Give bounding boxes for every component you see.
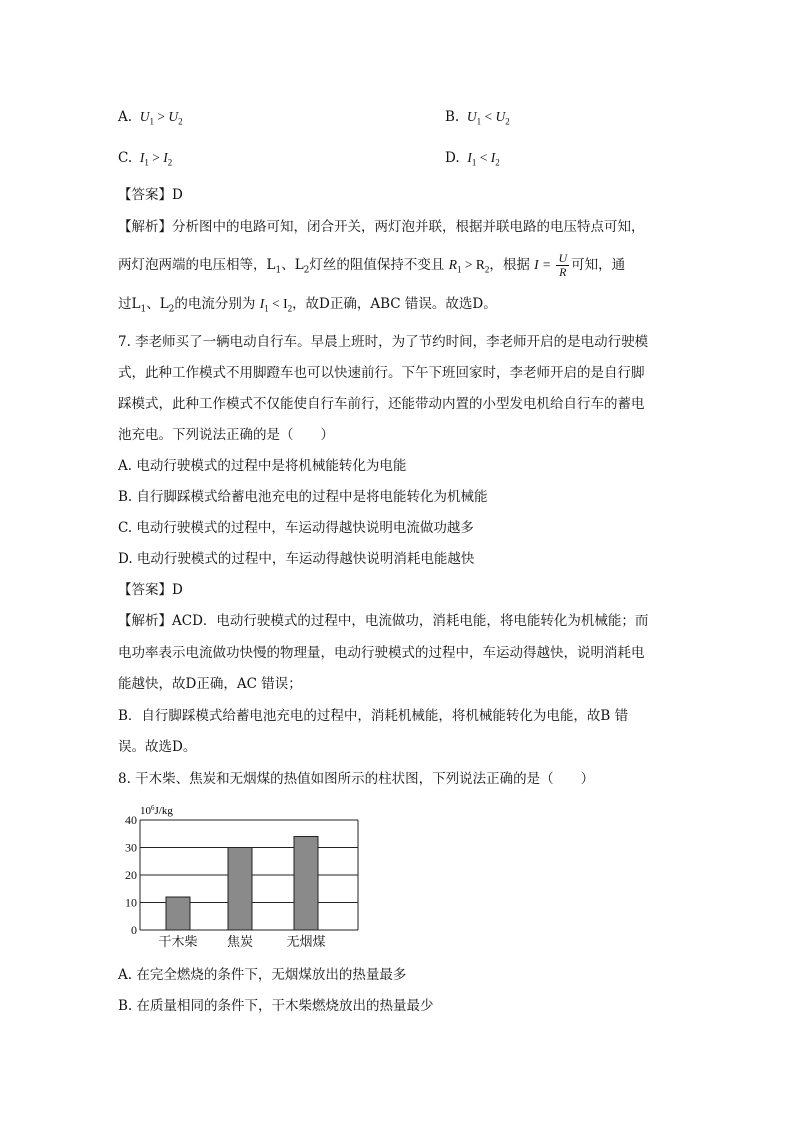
chart-ylabel: $10^6J/kg$: [140, 804, 173, 817]
chart-plot-area: [125, 813, 358, 949]
q7-option-a: A. 电动行驶模式的过程中是将机械能转化为电能: [118, 458, 407, 474]
analysis-q7-line3: 能越快，故D正确，AC 错误；: [118, 676, 302, 692]
analysis-q6-line1: 【解析】分析图中的电路可知，闭合开关，两灯泡并联，根据并联电路的电压特点可知，: [118, 219, 645, 235]
chart-category-label: 无烟煤: [286, 934, 326, 949]
option-d: [445, 149, 500, 172]
option-letter: B.: [445, 109, 460, 125]
chart-ytick-label: 20: [125, 868, 137, 882]
chart-category-label: 焦炭: [226, 934, 254, 949]
chart-ytick-label: 0: [131, 923, 137, 937]
option-b: [445, 108, 510, 131]
ohm-fraction: $\frac{U}{R}$: [558, 251, 568, 279]
analysis-q6-line2: 两灯泡两端的电压相等，$L_1$、$L_2$灯丝的阻值保持不变且 $R_1 > R_2$，根据 I = $\frac{U}{R}$ 可知，通: [118, 251, 626, 279]
chart-ytick-label: 30: [125, 840, 137, 855]
option-letter: C.: [118, 150, 133, 166]
option-formula: $I_1 > I_2$: [139, 150, 173, 168]
answer-q6: 【答案】D: [118, 187, 183, 203]
q7-stem-line1: 7. 李老师买了一辆电动自行车。早晨上班时，为了节约时间，李老师开启的是电动行驶模: [118, 334, 649, 350]
option-formula: $U_1 < U_2$: [466, 109, 510, 127]
analysis-q7-line1: 【解析】ACD．电动行驶模式的过程中，电流做功，消耗电能，将电能转化为机械能；而: [118, 613, 649, 629]
chart-category-label: 干木柴: [158, 934, 198, 949]
q7-stem-line2: 式，此种工作模式不用脚蹬车也可以快速前行。下午下班回家时，李老师开启的是自行脚: [118, 365, 645, 381]
answer-q7: 【答案】D: [118, 582, 183, 598]
option-letter: D.: [445, 150, 460, 166]
q8-option-b: B. 在质量相同的条件下，干木柴燃烧放出的热量最少: [118, 998, 434, 1014]
q7-option-d: D. 电动行驶模式的过程中，车运动得越快说明消耗电能越快: [118, 551, 475, 567]
q8-stem: 8. 干木柴、焦炭和无烟煤的热值如图所示的柱状图，下列说法正确的是（ ）: [118, 771, 595, 787]
heat-value-bar-chart: [118, 798, 368, 958]
q7-option-b: B. 自行脚踩模式给蓄电池充电的过程中是将电能转化为机械能: [118, 489, 488, 505]
chart-ytick-label: 40: [125, 813, 137, 827]
option-formula: $U_1 > U_2$: [139, 109, 183, 127]
analysis-q7-line4: B．自行脚踩模式给蓄电池充电的过程中，消耗机械能，将机械能转化为电能，故B 错: [118, 708, 629, 724]
option-letter: A.: [118, 109, 133, 125]
option-a: [118, 108, 183, 131]
analysis-q6-line3: 过$L_1$、$L_2$的电流分别为 $I_1 < I_2$，故D正确，ABC 错误。故选D。: [118, 296, 497, 315]
analysis-q7-line5: 误。故选D。: [118, 739, 197, 755]
chart-bar: [294, 837, 318, 931]
chart-bar: [228, 848, 252, 931]
q8-option-a: A. 在完全燃烧的条件下，无烟煤放出的热量最多: [118, 967, 407, 983]
analysis-q7-line2: 电功率表示电流做功快慢的物理量，电动行驶模式的过程中，车运动得越快，说明消耗电: [118, 645, 645, 661]
option-formula: $I_1 < I_2$: [467, 150, 500, 168]
q7-option-c: C. 电动行驶模式的过程中，车运动得越快说明电流做功越多: [118, 520, 474, 536]
option-c: [118, 149, 172, 172]
chart-ytick-label: 10: [125, 895, 137, 910]
q7-stem-line4: 池充电。下列说法正确的是（ ）: [118, 427, 334, 443]
q7-stem-line3: 踩模式，此种工作模式不仅能使自行车前行，还能带动内置的小型发电机给自行车的蓄电: [118, 396, 645, 412]
chart-bar: [166, 897, 190, 930]
